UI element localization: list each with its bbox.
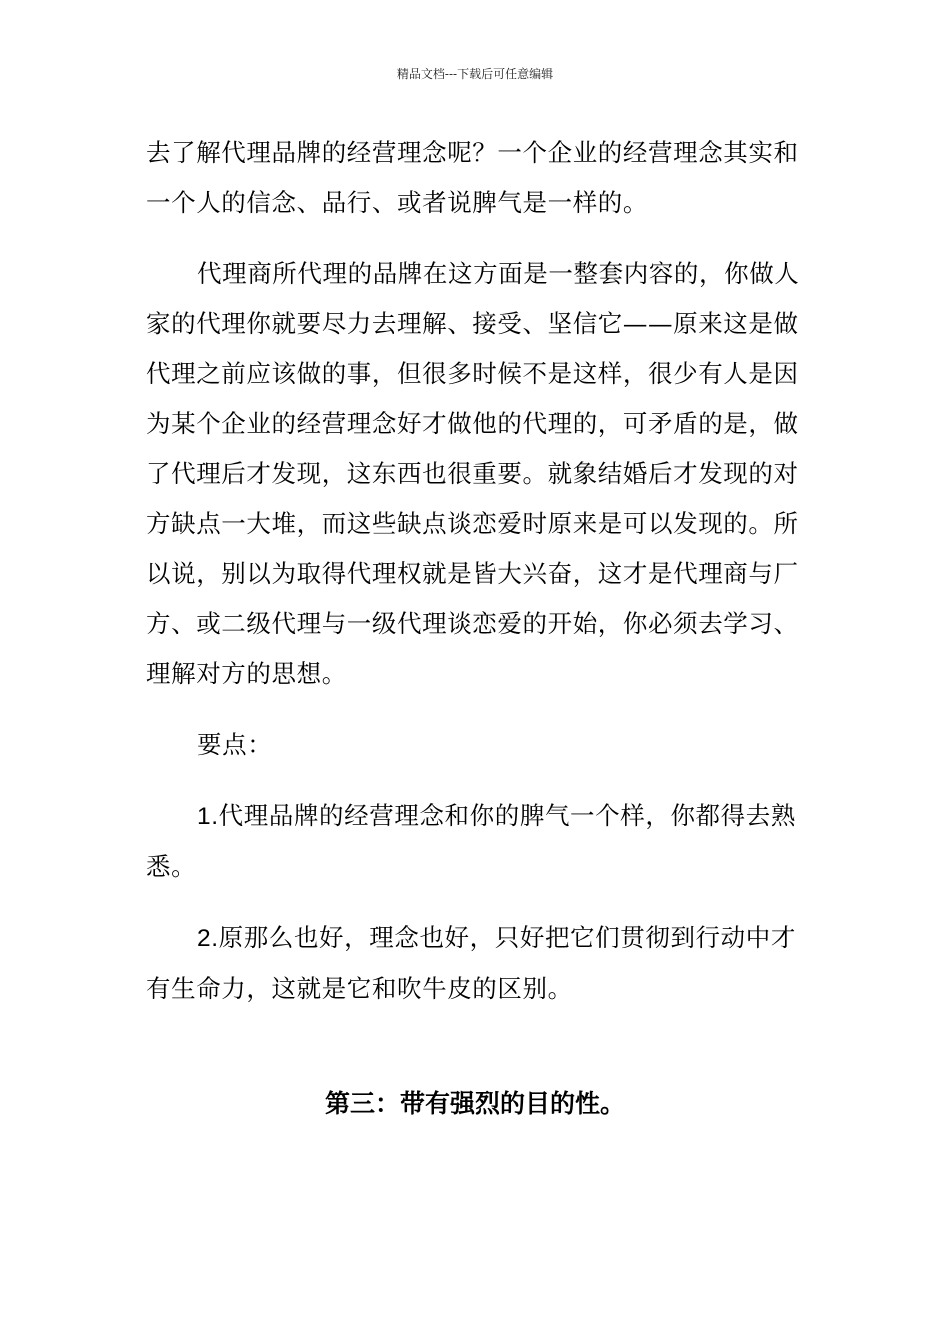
key-point-1-text: 代理品牌的经营理念和你的脾气一个样，你都得去熟悉。 (146, 801, 796, 881)
key-point-1 (146, 791, 808, 892)
key-point-2-text: 原那么也好，理念也好，只好把它们贯彻到行动中才有生命力，这就是它和吹牛皮的区别。 (146, 923, 796, 1003)
document-body (146, 128, 808, 1014)
paragraph-2: 代理商所代理的品牌在这方面是一整套内容的，你做人家的代理你就要尽力去理解、接受、坚信它——原来这是做代理之前应该做的事，但很多时候不是这样，很少有人是因为某个企业的经营理念好才做他的代理的，可矛盾的是，做了代理后才发现，这东西也很重要。就象结婚后才发现的对方缺点一大堆，而这些缺点谈恋爱时原来是可以发现的。所以说，别以为取得代理权就是皆大兴奋，这才是代理商与厂方、或二级代理与一级代理谈恋爱的开始，你必须去学习、理解对方的思想。 (146, 259, 800, 688)
section-heading: 第三：带有强烈的目的性。 (324, 1089, 625, 1118)
paragraph-key-points-label: 要点： (197, 730, 273, 759)
key-point-1-number: 1. (197, 803, 219, 830)
paragraph-1: 去了解代理品牌的经营理念呢？一个企业的经营理念其实和一个人的信念、品行、或者说脾气是一样的。 (146, 138, 799, 217)
page-header: 精品文档---下载后可任意编辑 (396, 67, 554, 81)
key-point-2 (146, 913, 808, 1014)
key-point-2-number: 2. (197, 925, 219, 952)
